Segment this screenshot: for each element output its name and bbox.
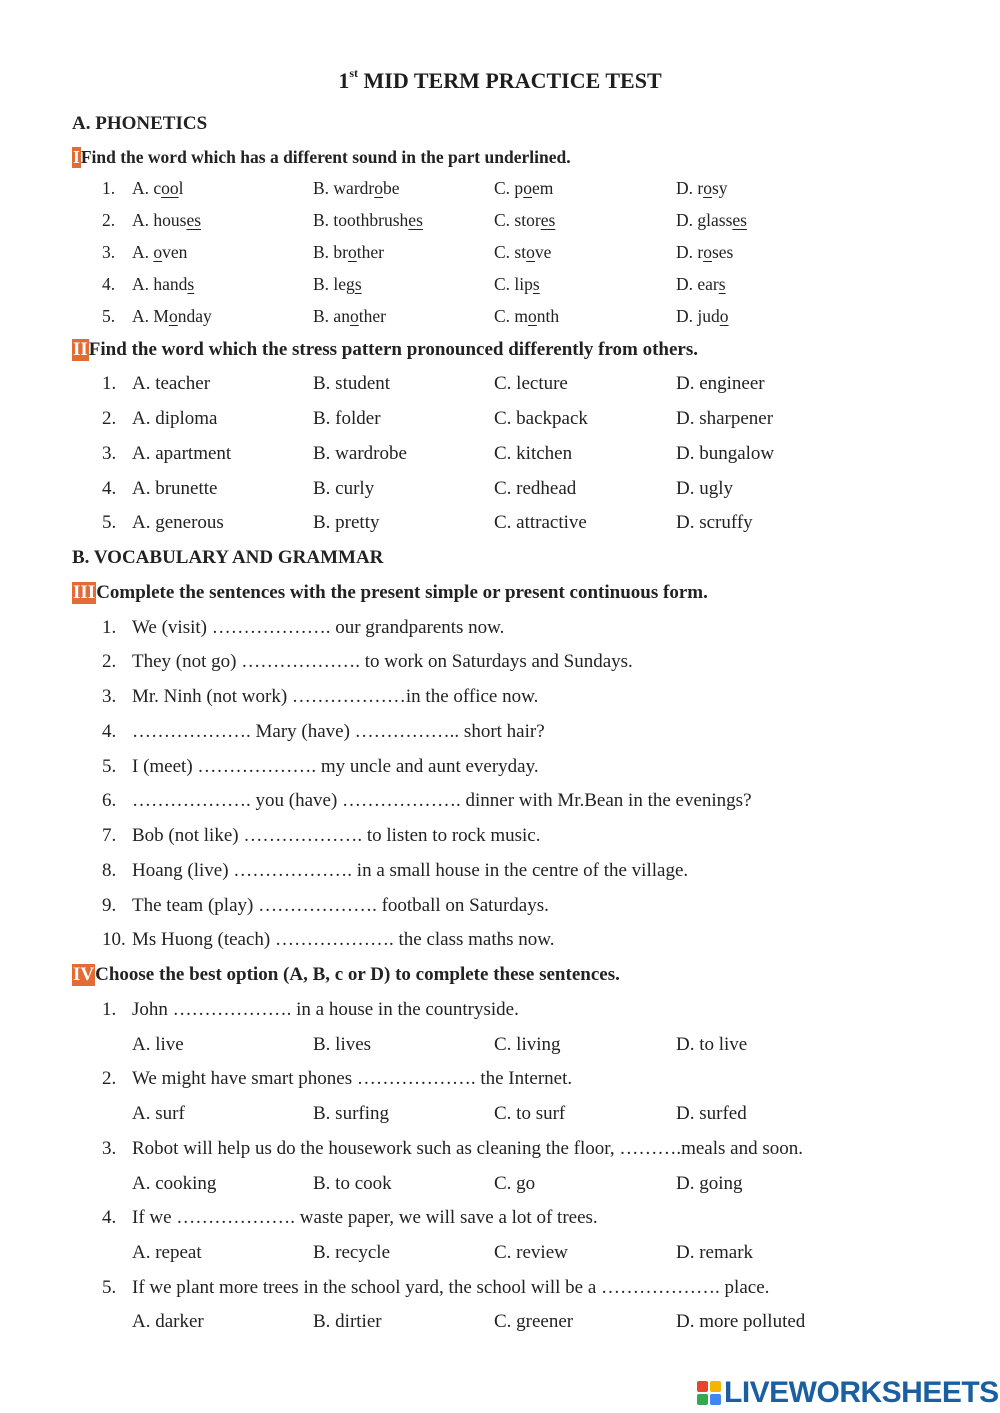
option-b[interactable]: B. to cook [313,1173,392,1194]
question-row: 5. A. generous B. pretty C. attractive D. scruffy [102,512,753,533]
option-a[interactable]: A. Monday [132,306,212,326]
option-b[interactable]: B. curly [313,478,375,499]
option-c[interactable]: C. lips [494,274,540,294]
option-b[interactable]: B. legs [313,274,362,294]
option-a[interactable]: A. cooking [132,1173,217,1194]
option-d[interactable]: D. ears [676,274,726,294]
option-a[interactable]: A. darker [132,1311,204,1332]
option-b[interactable]: B. wardrobe [313,178,400,198]
option-c[interactable]: C. attractive [494,512,587,533]
option-c[interactable]: C. stove [494,242,552,262]
instruction-number-badge: IV [73,964,95,985]
option-c[interactable]: C. review [494,1242,568,1263]
option-c[interactable]: C. backpack [494,408,588,429]
question-row: 3. A. oven B. brother C. stove D. roses [102,242,734,262]
options-row [0,1311,1000,1337]
logo-text: LIVEWORKSHEETS [724,1376,999,1409]
option-c[interactable]: C. go [494,1173,536,1194]
option-a[interactable]: A. live [132,1034,184,1055]
option-d[interactable]: D. more polluted [676,1311,806,1332]
option-c[interactable]: C. poem [494,178,554,198]
option-a[interactable]: A. repeat [132,1242,202,1263]
option-a[interactable]: A. apartment [132,443,232,464]
option-d[interactable]: D. bungalow [676,443,775,464]
question-row: 4. A. hands B. legs C. lips D. ears [102,274,726,294]
instruction-ii: IIFind the word which the stress pattern pronounced differently from others. [73,339,699,360]
question-row: 2. A. diploma B. folder C. backpack D. sharpener [102,408,774,429]
option-a[interactable]: A. oven [132,242,188,262]
options-row [0,1173,1000,1199]
option-a[interactable]: A. hands [132,274,195,294]
question-row: 3. A. apartment B. wardrobe C. kitchen D. bungalow [102,443,775,464]
options-row [0,1242,1000,1268]
option-b[interactable]: B. recycle [313,1242,391,1263]
logo-grid-icon [697,1381,721,1405]
option-a[interactable]: A. cool [132,178,184,198]
option-a[interactable]: A. brunette [132,478,218,499]
option-b[interactable]: B. wardrobe [313,443,407,464]
option-d[interactable]: D. glasses [676,210,747,230]
option-d[interactable]: D. to live [676,1034,748,1055]
option-c[interactable]: C. to surf [494,1103,566,1124]
page-title: 1st MID TERM PRACTICE TEST [338,66,662,93]
option-c[interactable]: C. month [494,306,560,326]
options-row [0,1034,1000,1060]
option-c[interactable]: C. living [494,1034,561,1055]
question-row: 4. A. brunette B. curly C. redhead D. ugly [102,478,733,499]
option-b[interactable]: B. dirtier [313,1311,382,1332]
instruction-number-badge: II [73,339,88,360]
question-row: 1. A. cool B. wardrobe C. poem D. rosy [102,178,728,198]
option-a[interactable]: A. houses [132,210,202,230]
option-d[interactable]: D. remark [676,1242,754,1263]
option-a[interactable]: A. teacher [132,373,211,394]
option-c[interactable]: C. greener [494,1311,574,1332]
option-c[interactable]: C. stores [494,210,556,230]
option-d[interactable]: D. ugly [676,478,733,499]
option-b[interactable]: B. brother [313,242,384,262]
instruction-number-badge: I [73,147,80,167]
question-row: 2. A. houses B. toothbrushes C. stores D. glasses [102,210,747,230]
instruction-i: IFind the word which has a different sound in the part underlined. [73,147,571,167]
options-row [0,1103,1000,1129]
option-d[interactable]: D. going [676,1173,743,1194]
option-b[interactable]: B. pretty [313,512,380,533]
option-c[interactable]: C. kitchen [494,443,573,464]
section-a-heading: A. PHONETICS [72,113,208,134]
liveworksheets-logo[interactable] [697,1378,999,1408]
instruction-iii: IIIComplete the sentences with the present simple or present continuous form. [73,582,708,603]
option-b[interactable]: B. student [313,373,391,394]
option-b[interactable]: B. another [313,306,386,326]
option-b[interactable]: B. toothbrushes [313,210,423,230]
question-row: 5. A. Monday B. another C. month D. judo [102,306,729,326]
option-d[interactable]: D. rosy [676,178,728,198]
option-d[interactable]: D. engineer [676,373,765,394]
option-d[interactable]: D. sharpener [676,408,774,429]
option-a[interactable]: A. surf [132,1103,185,1124]
instruction-number-badge: III [73,582,96,603]
option-d[interactable]: D. scruffy [676,512,753,533]
option-a[interactable]: A. diploma [132,408,218,429]
option-b[interactable]: B. surfing [313,1103,389,1124]
option-c[interactable]: C. redhead [494,478,577,499]
option-b[interactable]: B. folder [313,408,381,429]
section-b-heading: B. VOCABULARY AND GRAMMAR [72,547,384,568]
option-d[interactable]: D. surfed [676,1103,747,1124]
instruction-iv: IVChoose the best option (A, B, c or D) to complete these sentences. [73,964,620,985]
question-row: 1. A. teacher B. student C. lecture D. engineer [102,373,765,394]
option-d[interactable]: D. roses [676,242,734,262]
option-a[interactable]: A. generous [132,512,224,533]
option-b[interactable]: B. lives [313,1034,372,1055]
option-c[interactable]: C. lecture [494,373,568,394]
option-d[interactable]: D. judo [676,306,729,326]
